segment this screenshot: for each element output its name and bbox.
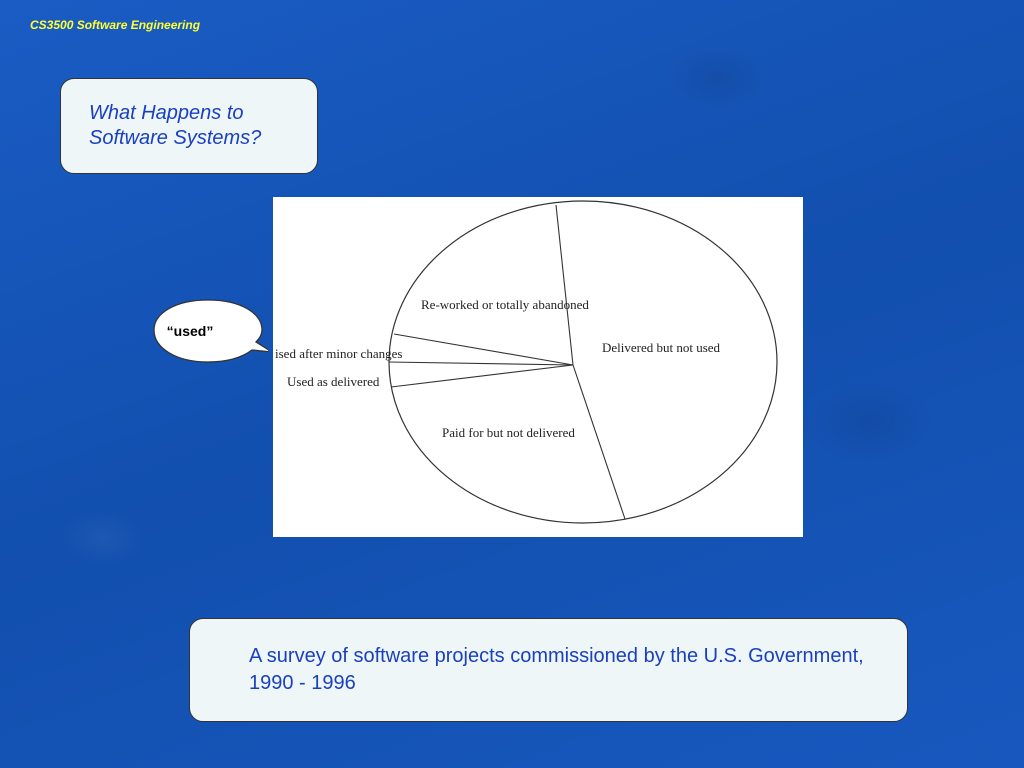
used-callout-text: “used” (166, 323, 214, 339)
slide-title-line-1: What Happens to (89, 102, 244, 124)
survey-caption: A survey of software projects commissioned by the U.S. Government, 1990 - 1996 (249, 645, 864, 694)
slice-divider-top (556, 205, 573, 365)
course-header: CS3500 Software Engineering (30, 18, 201, 32)
label-used-as-delivered: Used as delivered (287, 374, 380, 389)
pie-outline (389, 201, 777, 523)
slice-divider-bottom (573, 365, 625, 519)
slide-title-line-2: Software Systems? (89, 127, 262, 149)
label-delivered-not-used: Delivered but not used (602, 340, 721, 355)
title-box (60, 78, 318, 174)
label-used-minor-changes: ised after minor changes (275, 346, 403, 361)
slice-divider-upper-left (394, 334, 573, 365)
slice-divider-lower-left (391, 365, 573, 387)
label-reworked-abandoned: Re-worked or totally abandoned (421, 297, 589, 312)
slice-divider-mid-left (389, 362, 573, 365)
caption-box (189, 618, 908, 722)
pie-chart-svg (273, 197, 803, 537)
pie-chart (273, 197, 803, 537)
label-paid-not-delivered: Paid for but not delivered (442, 425, 575, 440)
